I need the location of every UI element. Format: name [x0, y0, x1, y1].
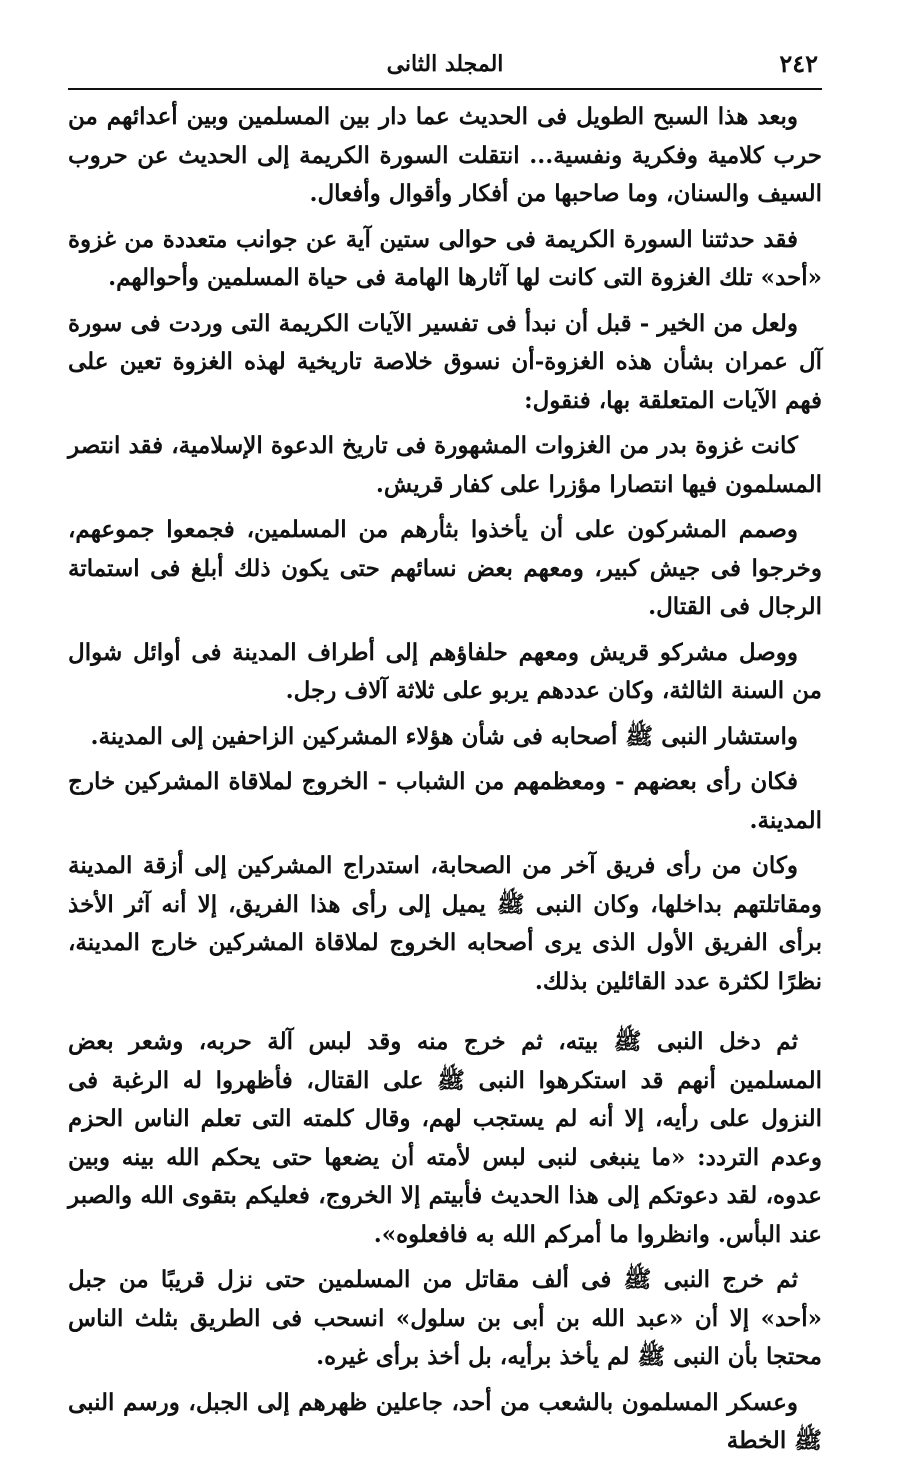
- paragraph: وبعد هذا السبح الطويل فى الحديث عما دار بين المسلمين وبين أعدائهم من حرب كلامية وفكرية ونفسية... انتقلت السورة الكريمة إلى الحديث عن حروب السيف والسنان، وما صاحبها من أفكار وأقوال وأفعال.: [68, 103, 822, 207]
- paragraph: وعسكر المسلمون بالشعب من أحد، جاعلين ظهرهم إلى الجبل، ورسم النبى ﷺ الخطة: [68, 1388, 822, 1454]
- page-number: ٢٤٢: [779, 49, 818, 78]
- running-head: المجلد الثانى: [386, 51, 504, 77]
- header-rule: [68, 88, 822, 90]
- paragraph: وصمم المشركون على أن يأخذوا بثأرهم من المسلمين، فجمعوا جموعهم، وخرجوا فى جيش كبير، ومعهم بعض نسائهم حتى يكون ذلك أبلغ فى استماتة الرجال فى القتال.: [68, 516, 822, 620]
- paragraph: ولعل من الخير - قبل أن نبدأ فى تفسير الآيات الكريمة التى وردت فى سورة آل عمران بشأن هذه الغزوة-أن نسوق خلاصة تاريخية لهذه الغزوة تعين على فهم الآيات المتعلقة بها، فنقول:: [68, 309, 822, 414]
- paragraph: فكان رأى بعضهم - ومعظمهم من الشباب - الخروج لملاقاة المشركين خارج المدينة.: [68, 768, 822, 834]
- page-header: [68, 46, 822, 86]
- paragraph: ثم خرج النبى ﷺ فى ألف مقاتل من المسلمين حتى نزل قريبًا من جبل «أحد» إلا أن «عبد الله بن أبى بن سلول» انسحب فى الطريق بثلث الناس محتجا بأن النبى ﷺ لم يأخذ برأيه، بل أخذ برأى غيره.: [68, 1266, 822, 1370]
- paragraph: ثم دخل النبى ﷺ بيته، ثم خرج منه وقد لبس آلة حربه، وشعر بعض المسلمين أنهم قد استكرهوا النبى ﷺ على القتال، فأظهروا له الرغبة فى النزول على رأيه، إلا أنه لم يستجب لهم، وقال كلمته التى تعلم الناس الحزم وعدم التردد: «ما ينبغى لنبى لبس لأمته أن يضعها حتى يحكم الله بينه وبين عدوه، لقد دعوتكم إلى هذا الحديث فأبيتم إلا الخروج، فعليكم بتقوى الله والصبر عند البأس. وانظروا ما أمركم الله به فافعلوه».: [68, 1028, 822, 1248]
- page-body: [68, 98, 822, 1461]
- paragraph: كانت غزوة بدر من الغزوات المشهورة فى تاريخ الدعوة الإسلامية، فقد انتصر المسلمون فيها انتصارا مؤزرا على كفار قريش.: [68, 432, 822, 498]
- paragraph: وكان من رأى فريق آخر من الصحابة، استدراج المشركين إلى أزقة المدينة ومقاتلتهم بداخلها، وكان النبى ﷺ يميل إلى رأى هذا الفريق، إلا أنه آثر الأخذ برأى الفريق الأول الذى يرى أصحابه الخروج لملاقاة المشركين خارج المدينة، نظرًا لكثرة عدد القائلين بذلك.: [68, 852, 822, 995]
- paragraph: واستشار النبى ﷺ أصحابه فى شأن هؤلاء المشركين الزاحفين إلى المدينة.: [90, 722, 798, 750]
- paragraph: فقد حدثتنا السورة الكريمة فى حوالى ستين آية عن جوانب متعددة من غزوة «أحد» تلك الغزوة التى كانت لها آثارها الهامة فى حياة المسلمين وأحوالهم.: [68, 225, 822, 291]
- paragraph: ووصل مشركو قريش ومعهم حلفاؤهم إلى أطراف المدينة فى أوائل شوال من السنة الثالثة، وكان عددهم يربو على ثلاثة آلاف رجل.: [68, 638, 822, 704]
